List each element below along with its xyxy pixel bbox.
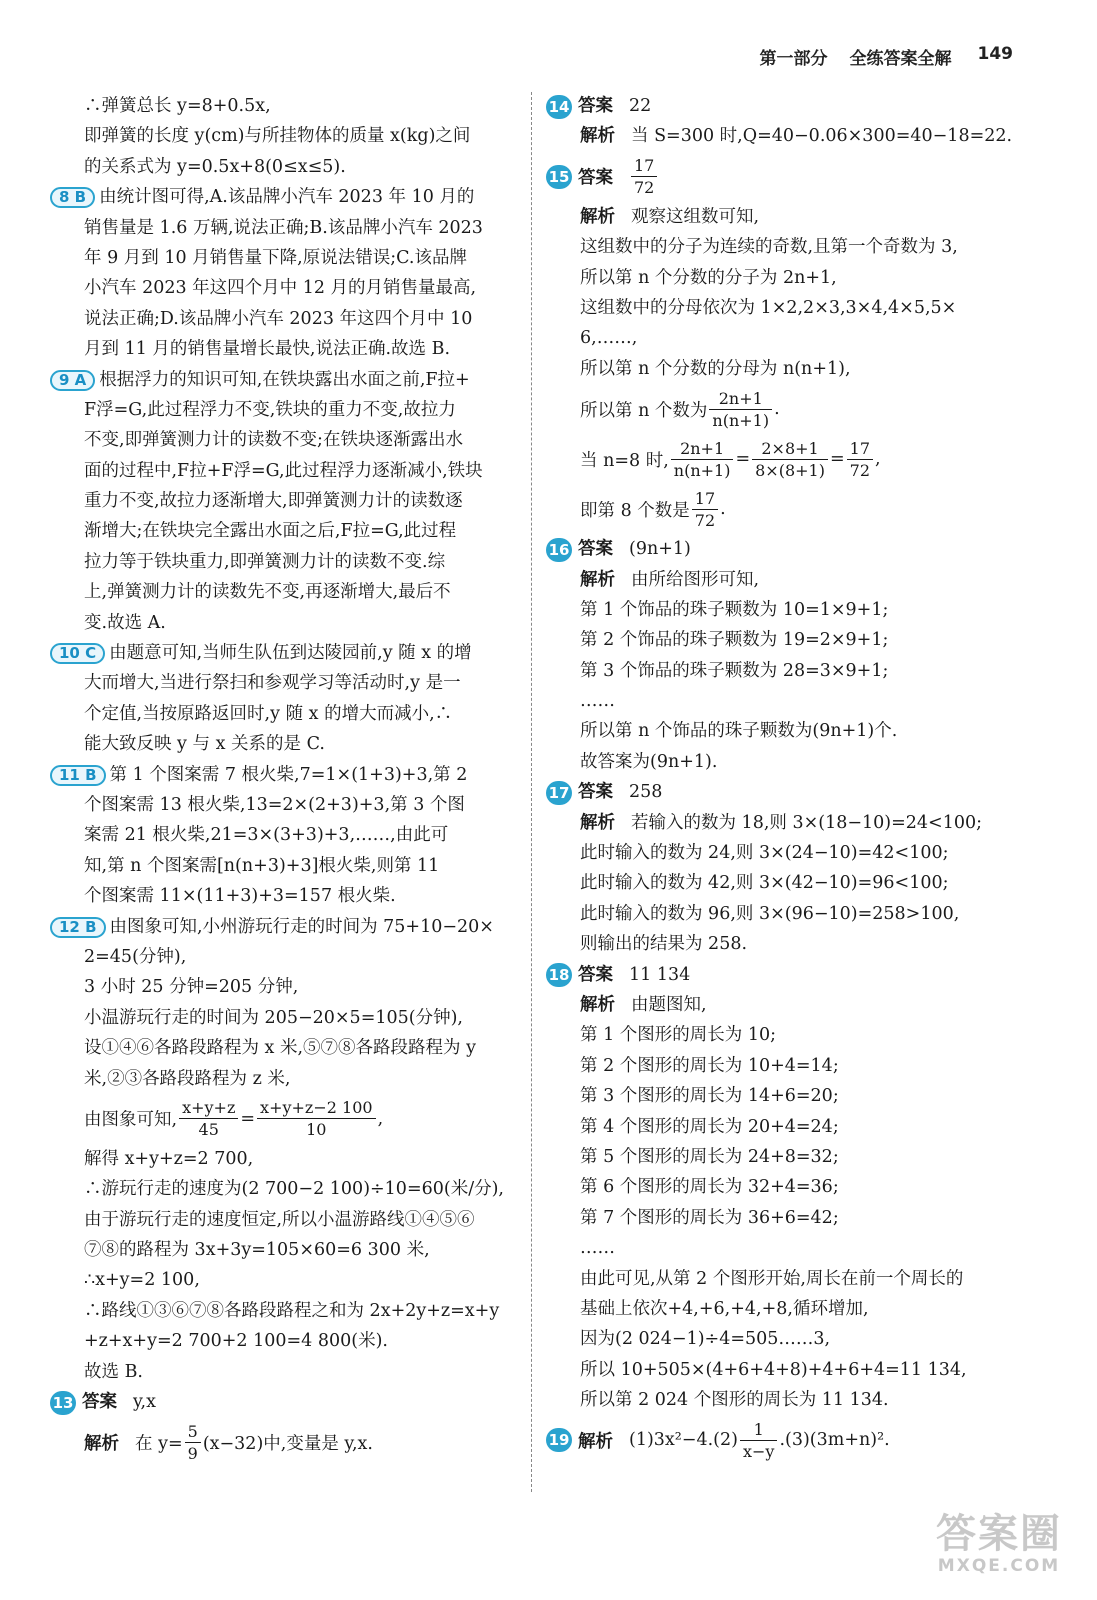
numerator: 17 <box>631 155 657 177</box>
text-line: 个图案需 13 根火柴,13=2×(2+3)+3,第 3 个图 <box>84 794 465 815</box>
fraction <box>692 488 718 531</box>
question-number: 19 <box>546 1428 572 1452</box>
q18-block <box>546 960 1024 1416</box>
fraction <box>709 388 772 431</box>
text-line: 第 1 个图案需 7 根火柴,7=1×(1+3)+3,第 2 <box>109 764 468 785</box>
answer-badge: 11 B <box>50 765 106 786</box>
analysis-label: 解析 <box>84 1433 119 1454</box>
text-line: 即弹簧的长度 y(cm)与所挂物体的质量 x(kg)之间 <box>84 126 471 147</box>
text-line: 拉力等于铁块重力,即弹簧测力计的读数不变.综 <box>84 551 446 572</box>
section-title: 第一部分 <box>759 49 828 69</box>
denominator: 45 <box>198 1120 219 1140</box>
analysis-line <box>50 1417 518 1467</box>
denominator: 8×(8+1) <box>755 460 825 480</box>
eq-prefix: 由图象可知, <box>84 1110 178 1131</box>
numerator: x+y+z−2 100 <box>257 1097 376 1119</box>
text: .(3)(3m+n)². <box>779 1430 890 1451</box>
answer-label: 答案 <box>578 964 613 985</box>
answer-label: 答案 <box>578 168 613 189</box>
equals: = <box>240 1108 256 1129</box>
text-line: 2=45(分钟), <box>84 946 187 967</box>
text-line: 因为(2 024−1)÷4=505……3, <box>580 1329 831 1350</box>
analysis-label: 解析 <box>580 994 615 1015</box>
text-line: 第 2 个图形的周长为 10+4=14; <box>580 1055 839 1076</box>
answer-label: 答案 <box>82 1392 117 1413</box>
watermark-url: MXQE.COM <box>937 1556 1061 1576</box>
numerator: 2×8+1 <box>752 438 828 460</box>
text-line: 由于游玩行走的速度恒定,所以小温游路线①④⑤⑥ <box>84 1209 475 1230</box>
text-line: 能大致反映 y 与 x 关系的是 C. <box>84 734 325 755</box>
question-number: 17 <box>546 781 572 805</box>
question-number: 13 <box>50 1391 76 1415</box>
text-line: 3 小时 25 分钟=205 分钟, <box>84 977 299 998</box>
answer-badge: 12 B <box>50 917 106 938</box>
text-line: ⑦⑧的路程为 3x+3y=105×60=6 300 米, <box>84 1240 430 1261</box>
fraction <box>752 438 828 481</box>
text-line: 变.故选 A. <box>84 612 166 633</box>
answer-label: 答案 <box>578 96 613 116</box>
text-line: 渐增大;在铁块完全露出水面之后,F拉=G,此过程 <box>84 521 457 542</box>
text-line: 当 S=300 时,Q=40−0.06×300=40−18=22. <box>631 126 1013 147</box>
text: 即第 8 个数是 <box>580 500 690 521</box>
q17-block <box>546 777 1024 959</box>
text-line: ∴弹簧总长 y=8+0.5x, <box>84 96 271 116</box>
text-line: 个定值,当按原路返回时,y 随 x 的增大而减小,∴ <box>84 703 453 724</box>
q10-block <box>50 638 518 760</box>
text-line: 所以第 2 024 个图形的周长为 11 134. <box>580 1390 889 1411</box>
page-header <box>760 44 1014 69</box>
text-line: 第 7 个图形的周长为 36+6=42; <box>580 1207 839 1228</box>
text-line: 第 6 个图形的周长为 32+4=36; <box>580 1177 839 1198</box>
denominator: 72 <box>694 510 716 530</box>
question-number: 18 <box>546 963 572 987</box>
text-line: +z+x+y=2 700+2 100=4 800(米). <box>84 1331 388 1352</box>
text-line: ∴x+y=2 100, <box>84 1270 200 1291</box>
fraction <box>185 1421 201 1464</box>
text: 所以第 n 个数为 <box>580 400 708 421</box>
q14-block <box>546 91 1024 152</box>
q11-block <box>50 760 518 912</box>
text-line: 由所给图形可知, <box>631 569 760 590</box>
analysis-label: 解析 <box>578 1431 613 1452</box>
text-line: ∴路线①③⑥⑦⑧各路段路程之和为 2x+2y+z=x+y <box>84 1300 500 1321</box>
text-line: 由题意可知,当师生队伍到达陵园前,y 随 x 的增 <box>109 643 472 664</box>
text-line: 面的过程中,F拉+F浮=G,此过程浮力逐渐减小,铁块 <box>84 460 483 481</box>
q9-block <box>50 365 518 639</box>
answer-value: y,x <box>133 1392 156 1413</box>
equals: = <box>735 449 751 470</box>
answer-value: 11 134 <box>629 964 691 985</box>
denominator: 72 <box>849 460 870 480</box>
text: 在 y= <box>135 1433 183 1454</box>
analysis-label: 解析 <box>580 569 615 590</box>
text-line: 此时输入的数为 42,则 3×(42−10)=96<100; <box>580 873 949 894</box>
text-line: 大而增大,当进行祭扫和参观学习等活动时,y 是一 <box>84 673 461 694</box>
text: 当 n=8 时, <box>580 450 669 471</box>
text-line: 基础上依次+4,+6,+4,+8,循环增加, <box>580 1298 869 1319</box>
fraction <box>179 1097 238 1140</box>
text-line: ∴游玩行走的速度为(2 700−2 100)÷10=60(米/分), <box>84 1179 504 1200</box>
text-line: 由题图知, <box>631 994 707 1015</box>
text-line: …… <box>580 1238 615 1259</box>
q16-block <box>546 534 1024 777</box>
text-line: …… <box>580 691 615 712</box>
text-line: 第 1 个图形的周长为 10; <box>580 1025 776 1046</box>
analysis-label: 解析 <box>580 126 615 147</box>
question-number: 15 <box>546 165 572 189</box>
q8-block <box>50 182 518 364</box>
numerator: 5 <box>185 1421 201 1443</box>
denominator: 9 <box>187 1443 198 1463</box>
answer-badge: 8 B <box>50 187 95 208</box>
page-number: 149 <box>977 44 1013 64</box>
eq-suffix: , <box>377 1108 384 1129</box>
answer-badge: 10 C <box>50 643 105 664</box>
text-line: 案需 21 根火柴,21=3×(3+3)+3,……,由此可 <box>84 825 449 846</box>
text-line: 个图案需 11×(11+3)+3=157 根火柴. <box>84 886 396 907</box>
analysis-label: 解析 <box>580 812 615 833</box>
text-line: 由图象可知,小州游玩行走的时间为 75+10−20× <box>109 916 494 937</box>
denominator: n(n+1) <box>712 410 770 430</box>
text-line: 小温游玩行走的时间为 205−20×5=105(分钟), <box>84 1007 463 1028</box>
text-line: 所以第 n 个饰品的珠子颗数为(9n+1)个. <box>580 721 898 742</box>
text-line: 由此可见,从第 2 个图形开始,周长在前一个周长的 <box>580 1268 964 1289</box>
equation-line <box>580 384 1024 434</box>
answer-label: 答案 <box>578 539 613 560</box>
fraction <box>257 1097 376 1140</box>
text-line: 故选 B. <box>84 1361 143 1382</box>
text: (x−32)中,变量是 y,x. <box>202 1433 373 1454</box>
left-column <box>50 91 518 1467</box>
text-line: 米,②③各路段路程为 z 米, <box>84 1068 291 1089</box>
equals: = <box>829 449 845 470</box>
text-line: 的关系式为 y=0.5x+8(0≤x≤5). <box>84 156 346 177</box>
denominator: 72 <box>634 178 655 198</box>
q7-continuation <box>50 91 518 182</box>
answer-fraction <box>631 155 657 198</box>
text-line: 上,弹簧测力计的读数先不变,再逐渐增大,最后不 <box>84 582 451 603</box>
text: (1)3x²−4.(2) <box>629 1430 738 1451</box>
numerator: 17 <box>692 488 718 510</box>
numerator: 17 <box>847 438 873 460</box>
text-line: 所以第 n 个分数的分母为 n(n+1), <box>580 358 851 379</box>
equation-line <box>580 434 1024 484</box>
text-line: 这组数中的分子为连续的奇数,且第一个奇数为 3, <box>580 237 958 258</box>
q12-block <box>50 912 518 1387</box>
text: . <box>720 499 726 520</box>
text-line: 此时输入的数为 96,则 3×(96−10)=258>100, <box>580 903 960 924</box>
right-column <box>546 91 1024 1465</box>
numerator: x+y+z <box>179 1097 238 1119</box>
text-line: 故答案为(9n+1). <box>580 751 718 772</box>
text-line: 由统计图可得,A.该品牌小汽车 2023 年 10 月的 <box>99 187 475 208</box>
text-line: 第 3 个图形的周长为 14+6=20; <box>580 1086 839 1107</box>
text-line: 第 1 个饰品的珠子颗数为 10=1×9+1; <box>580 599 889 620</box>
fraction <box>740 1419 777 1462</box>
text: . <box>774 399 780 420</box>
q19-block <box>546 1415 1024 1465</box>
text-line: 第 3 个饰品的珠子颗数为 28=3×9+1; <box>580 660 889 681</box>
analysis-label: 解析 <box>580 206 615 227</box>
equation-line <box>84 1094 518 1144</box>
text-line: 月到 11 月的销售量增长最快,说法正确.故选 B. <box>84 339 451 360</box>
watermark-logo-text: 答案圈 <box>936 1511 1062 1557</box>
book-title: 全练答案全解 <box>849 49 952 69</box>
numerator: 1 <box>740 1419 777 1441</box>
text-line: 设①④⑥各路段路程为 x 米,⑤⑦⑧各路段路程为 y <box>84 1038 477 1059</box>
column-divider <box>531 92 532 1492</box>
answer-value: 258 <box>629 782 663 803</box>
q13-block <box>50 1387 518 1467</box>
text-line: 重力不变,故拉力逐渐增大,即弹簧测力计的读数逐 <box>84 491 463 512</box>
equation-line <box>580 484 1024 534</box>
answer-label: 答案 <box>578 782 613 803</box>
text-line: 第 4 个图形的周长为 20+4=24; <box>580 1116 839 1137</box>
q15-block <box>546 152 1024 534</box>
text-line: F浮=G,此过程浮力不变,铁块的重力不变,故拉力 <box>84 399 456 420</box>
text-line: 年 9 月到 10 月销售量下降,原说法错误;C.该品牌 <box>84 247 467 268</box>
denominator: n(n+1) <box>673 460 731 480</box>
text-line: 此时输入的数为 24,则 3×(24−10)=42<100; <box>580 843 949 864</box>
text-line: 根据浮力的知识可知,在铁块露出水面之前,F拉+ <box>99 369 470 390</box>
answer-badge: 9 A <box>50 370 95 391</box>
text-line: 不变,即弹簧测力计的读数不变;在铁块逐渐露出水 <box>84 430 463 451</box>
text-line: 说法正确;D.该品牌小汽车 2023 年这四个月中 10 <box>84 308 473 329</box>
fraction <box>671 438 734 481</box>
text-line: 所以 10+505×(4+6+4+8)+4+6+4=11 134, <box>580 1359 967 1380</box>
text-line: 小汽车 2023 年这四个月中 12 月的月销售量最高, <box>84 278 477 299</box>
site-watermark <box>929 1512 1069 1582</box>
text-line: 这组数中的分母依次为 1×2,2×3,3×4,4×5,5× <box>580 297 957 318</box>
question-number: 16 <box>546 538 572 562</box>
text-line: 若输入的数为 18,则 3×(18−10)=24<100; <box>631 812 982 833</box>
question-number: 14 <box>546 95 572 119</box>
numerator: 2n+1 <box>671 438 734 460</box>
text-line: 观察这组数可知, <box>631 206 760 227</box>
text-line: 所以第 n 个分数的分子为 2n+1, <box>580 267 837 288</box>
text: , <box>875 449 881 470</box>
text-line: 第 5 个图形的周长为 24+8=32; <box>580 1146 839 1167</box>
text-line: 解得 x+y+z=2 700, <box>84 1148 254 1169</box>
fraction <box>847 438 873 481</box>
text-line: 知,第 n 个图案需[n(n+3)+3]根火柴,则第 11 <box>84 855 440 876</box>
text-line: 第 2 个饰品的珠子颗数为 19=2×9+1; <box>580 630 889 651</box>
answer-value: (9n+1) <box>629 539 691 560</box>
text-line: 6,……, <box>580 328 638 349</box>
denominator: x−y <box>742 1441 775 1461</box>
text-line: 销售量是 1.6 万辆,说法正确;B.该品牌小汽车 2023 <box>84 217 483 238</box>
numerator: 2n+1 <box>709 388 772 410</box>
denominator: 10 <box>306 1120 327 1140</box>
answer-value: 22 <box>629 96 652 116</box>
text-line: 则输出的结果为 258. <box>580 934 748 955</box>
